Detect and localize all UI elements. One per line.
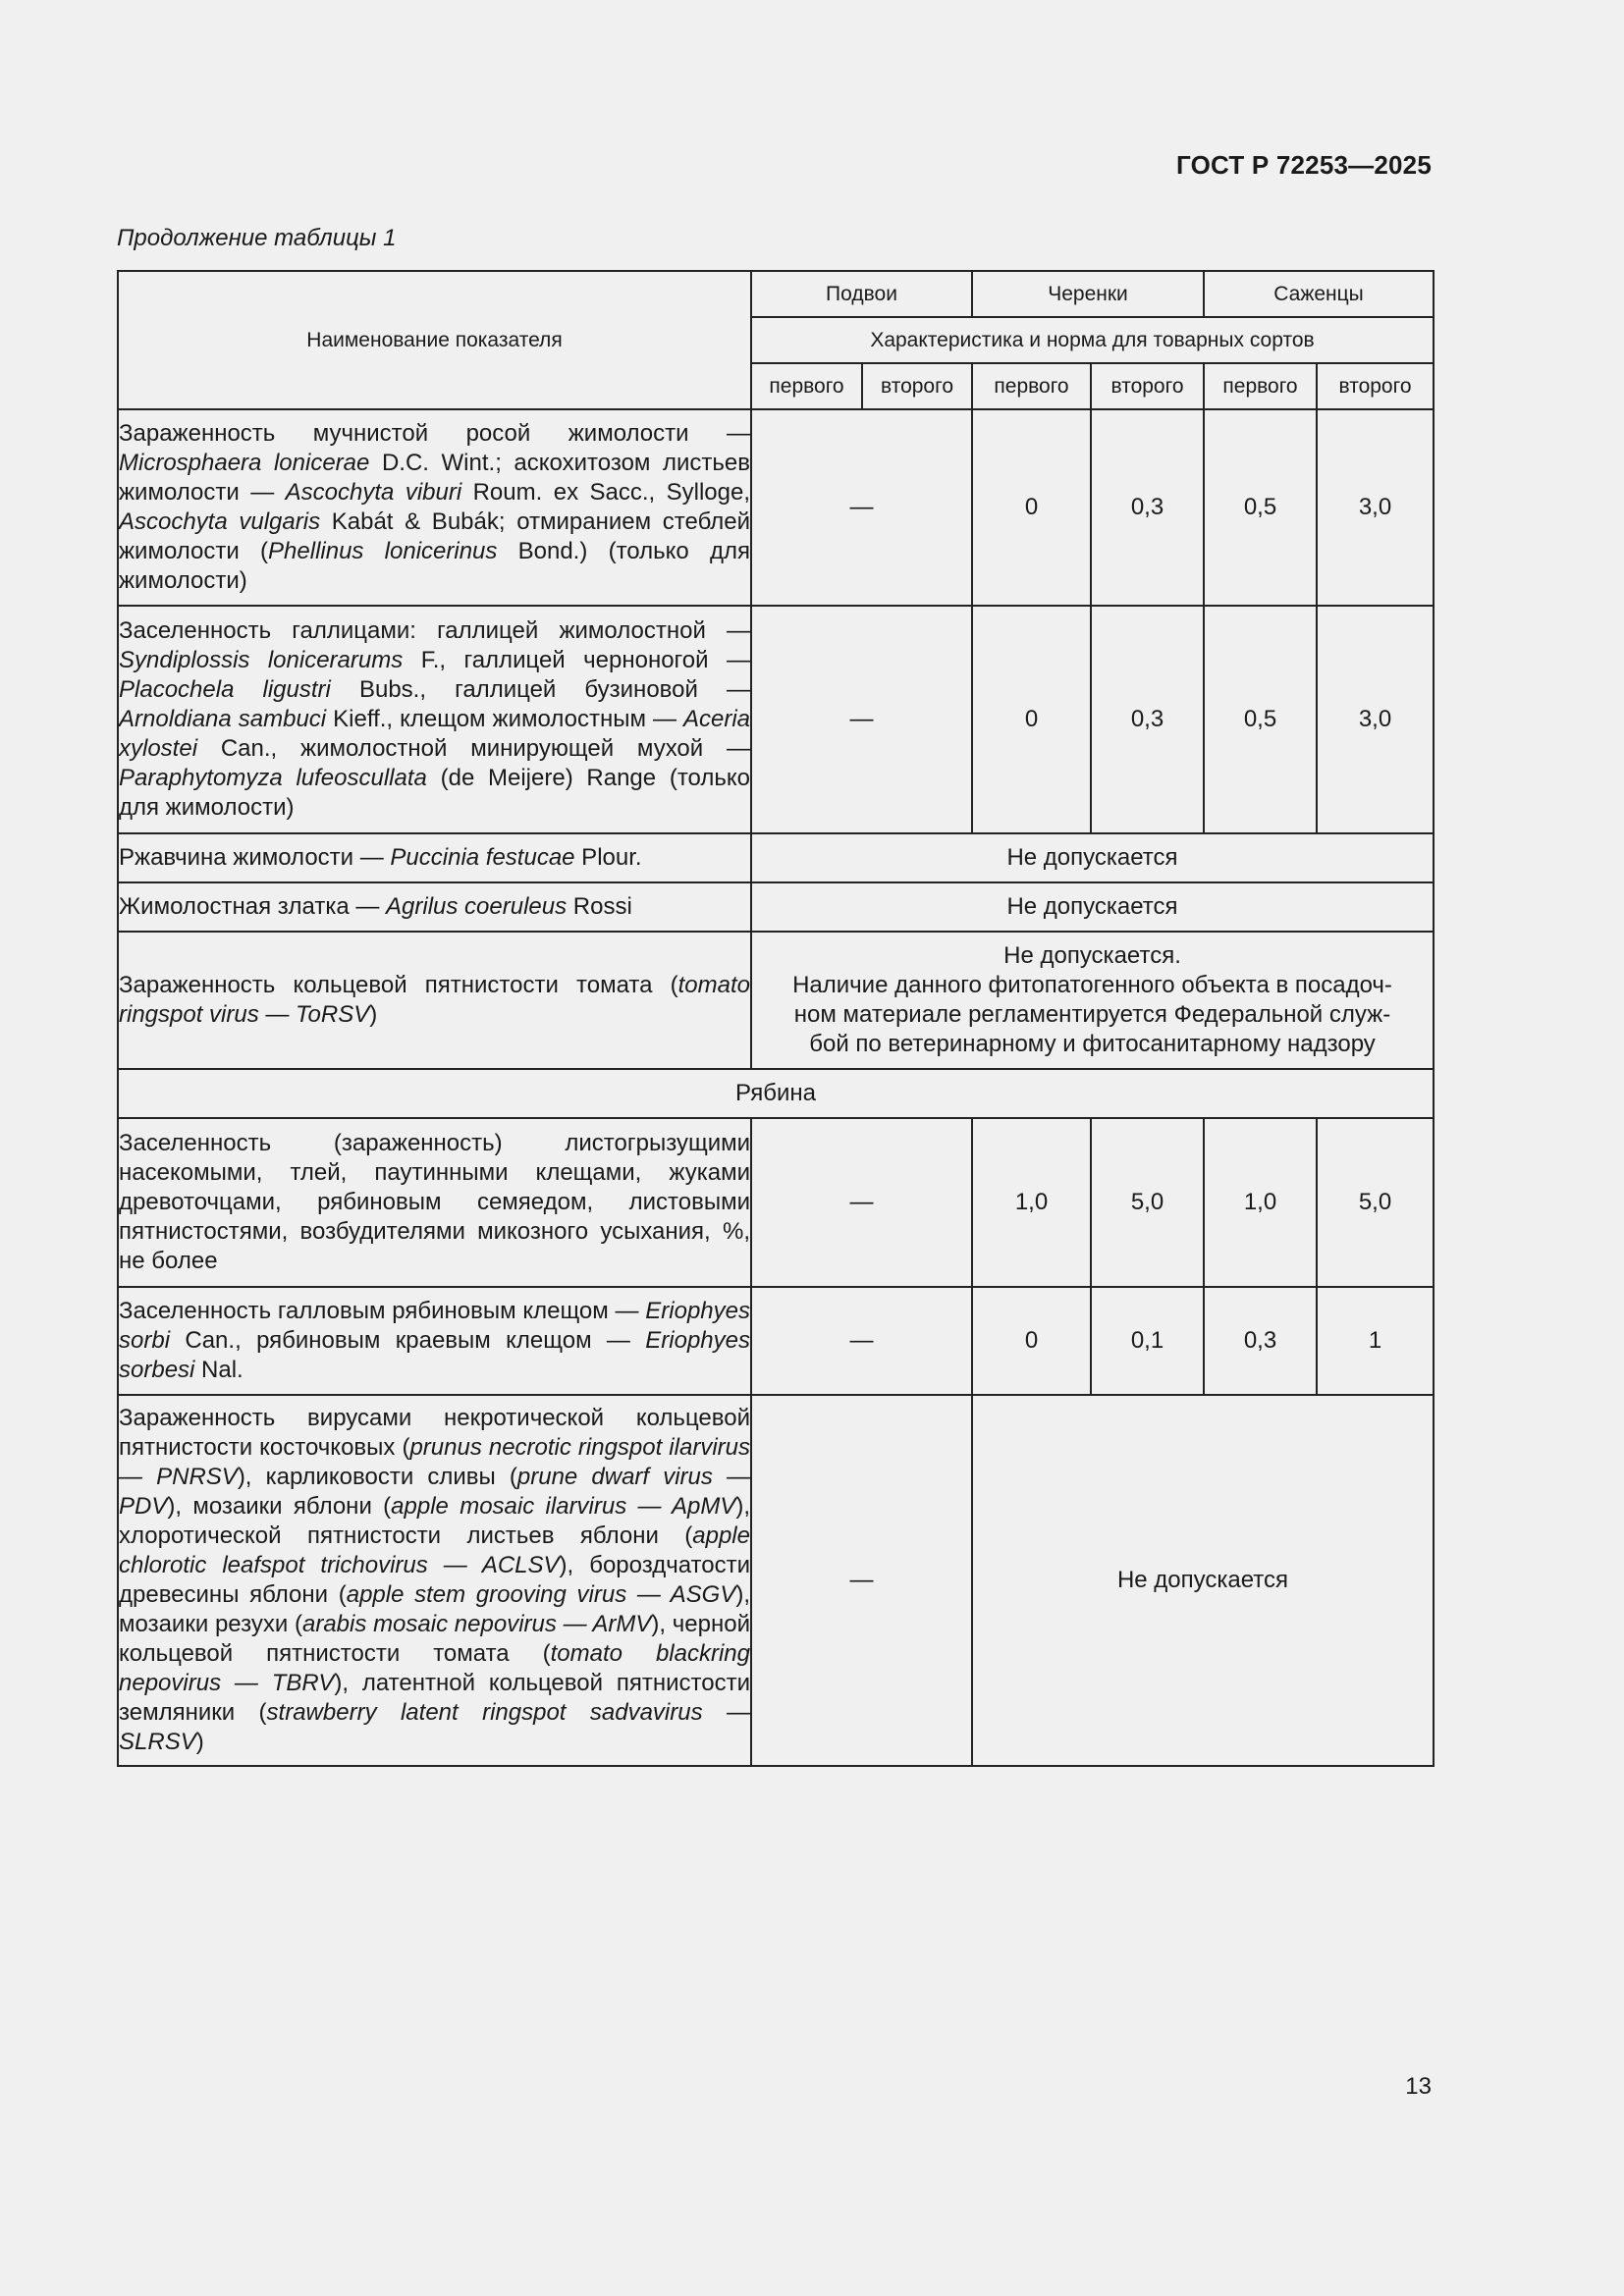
norm-value: 1,0 [972,1118,1091,1287]
latin-name: prune dwarf virus — PDV [119,1464,750,1520]
indicator-name [118,1395,751,1766]
indicator-name [118,1118,751,1287]
indicator-name [118,882,751,932]
norm-value: 3,0 [1317,606,1434,833]
indicator-text: F., галлицей черноногой — [403,647,750,673]
latin-name: tomato blackring nepovirus — TBRV [119,1640,750,1696]
latin-name: strawberry latent ringspot sadvavirus — SLRSV [119,1699,750,1755]
indicator-text: Kabát & Bubák; отмиранием стеблей жимолости ( [119,508,751,564]
indicator-text: Жимолостная златка — [119,893,387,920]
table-row [118,1287,1434,1395]
header-grade-second: второго [862,363,972,409]
norm-value: 0 [972,606,1091,833]
indicator-text: Заселенность галлицами: галлицей жимолостной — [119,617,750,644]
rootstock-value: — [751,1287,972,1395]
norm-note-line: Не допускается. [1003,942,1181,969]
latin-name: Microsphaera lonicerae [119,450,370,476]
table-row [118,833,1434,882]
indicator-text: Plour. [574,844,642,871]
rootstock-value: — [751,606,972,833]
indicator-text: (de Meijere) Range (только для жимолости) [119,765,750,821]
indicator-text: ), карликовости сливы ( [237,1464,517,1490]
latin-name: Eriophyes sorbi [119,1298,750,1354]
norm-value: 1,0 [1204,1118,1317,1287]
indicator-text: Зараженность кольцевой пятнистости томата ( [119,972,678,998]
indicator-text: ) [369,1001,378,1028]
indicator-text: D.C. Wint.; аскохитозом листьев жимолости — [119,450,750,506]
indicator-text: Rossi [567,893,632,920]
latin-name: apple stem grooving virus — ASGV [346,1581,736,1608]
section-title: Рябина [118,1069,1434,1118]
norm-note-line: бой по ветеринарному и фитосанитарному надзору [809,1031,1376,1057]
indicator-text: Bubs., галлицей бузиновой — [330,676,750,703]
norm-value: 5,0 [1091,1118,1204,1287]
latin-name: Aceria xylostei [119,706,750,762]
latin-name: Placochela ligustri [119,676,331,703]
latin-name: Ascochyta vulgaris [119,508,321,535]
norm-value: 0 [972,409,1091,606]
indicator-text: ), бороздчатости древесины яблони ( [119,1552,750,1608]
table-row [118,606,1434,833]
latin-name: Phellinus lonicerinus [268,538,498,564]
norm-value: 0,1 [1091,1287,1204,1395]
latin-name: prunus necrotic ringspot ilarvirus — PNRSV [119,1434,750,1490]
norm-not-allowed: Не допускается [751,882,1434,932]
indicator-text: Kieff., клещом жимолостным — [326,706,683,732]
indicator-text: Заселенность (зараженность) листогрызущими насекомыми, тлей, паутинными клещами, жуками древоточцами, рябиновым семяедом, листовыми пятнистостями, возбудителями микозного усыхания, %, не более [119,1130,750,1274]
latin-name: Arnoldiana sambuci [119,706,327,732]
indicator-text: Nal. [194,1357,244,1383]
page-number: 13 [1405,2073,1432,2100]
table-row [118,409,1434,606]
rootstock-value: — [751,409,972,606]
rootstock-value: — [751,1118,972,1287]
header-grade-first: первого [972,363,1091,409]
table-row [118,932,1434,1069]
header-rootstocks: Подвои [751,271,972,317]
norm-value: 0,3 [1204,1287,1317,1395]
latin-name: Agrilus coeruleus [386,893,568,920]
norm-value: 0,5 [1204,409,1317,606]
indicator-name [118,932,751,1069]
indicator-text: ), мозаики резухи ( [119,1581,750,1637]
header-grade-first: первого [1204,363,1317,409]
header-grade-second: второго [1091,363,1204,409]
latin-name: apple chlorotic leafspot trichovirus — ACLSV [119,1522,750,1578]
indicator-table [117,270,1435,1767]
norm-not-allowed: Не допускается [972,1395,1434,1766]
indicator-text: ), черной кольцевой пятнистости томата ( [119,1611,750,1667]
latin-name: Paraphytomyza lufeoscullata [119,765,427,791]
indicator-text: ) [195,1729,204,1755]
norm-value: 5,0 [1317,1118,1434,1287]
norm-note-line: ном материале регламентируется Федеральной служ- [793,1001,1391,1028]
latin-name: Eriophyes sorbesi [119,1327,750,1383]
table-row [118,882,1434,932]
header-cuttings: Черенки [972,271,1204,317]
indicator-text: Зараженность мучнистой росой жимолости — [119,420,750,447]
latin-name: Syndiplossis lonicerarums [119,647,404,673]
latin-name: apple mosaic ilarvirus — ApMV [391,1493,736,1520]
indicator-text: Заселенность галловым рябиновым клещом — [119,1298,646,1324]
rootstock-value: — [751,1395,972,1766]
norm-value: 0 [972,1287,1091,1395]
header-norm: Характеристика и норма для товарных сортов [751,317,1434,363]
table-row [118,1395,1434,1766]
latin-name: Ascochyta viburi [285,479,462,506]
header-indicator-name: Наименование показателя [118,271,751,409]
norm-value: 0,3 [1091,606,1204,833]
norm-value: 1 [1317,1287,1434,1395]
indicator-text: ), хлоротической пятнистости листьев яблони ( [119,1493,751,1549]
indicator-text: Ржавчина жимолости — [119,844,391,871]
section-row [118,1069,1434,1118]
norm-value: 3,0 [1317,409,1434,606]
document-code: ГОСТ Р 72253—2025 [1176,150,1432,180]
header-seedlings: Саженцы [1204,271,1434,317]
table-row [118,1118,1434,1287]
indicator-text: Can., рябиновым краевым клещом — [170,1327,646,1354]
latin-name: Puccinia festucae [390,844,575,871]
indicator-name [118,833,751,882]
header-grade-first: первого [751,363,862,409]
norm-not-allowed: Не допускается [751,833,1434,882]
latin-name: arabis mosaic nepovirus — ArMV [301,1611,652,1637]
indicator-text: ), мозаики яблони ( [167,1493,392,1520]
indicator-name [118,1287,751,1395]
norm-note [751,932,1434,1069]
table-caption: Продолжение таблицы 1 [117,225,397,251]
header-grade-second: второго [1317,363,1434,409]
indicator-text: ), латентной кольцевой пятнистости земляники ( [119,1670,750,1726]
norm-note-line: Наличие данного фитопатогенного объекта в посадоч- [792,972,1392,998]
indicator-text: Зараженность вирусами некротической кольцевой пятнистости косточковых ( [119,1405,750,1461]
indicator-text: Roum. ex Sacc., Sylloge, [461,479,750,506]
latin-name: tomato ringspot virus — ToRSV [119,972,750,1028]
norm-value: 0,5 [1204,606,1317,833]
indicator-text: Bond.) (только для жимолости) [119,538,750,594]
indicator-name [118,409,751,606]
indicator-name [118,606,751,833]
norm-value: 0,3 [1091,409,1204,606]
indicator-text: Can., жимолостной минирующей мухой — [197,735,750,762]
